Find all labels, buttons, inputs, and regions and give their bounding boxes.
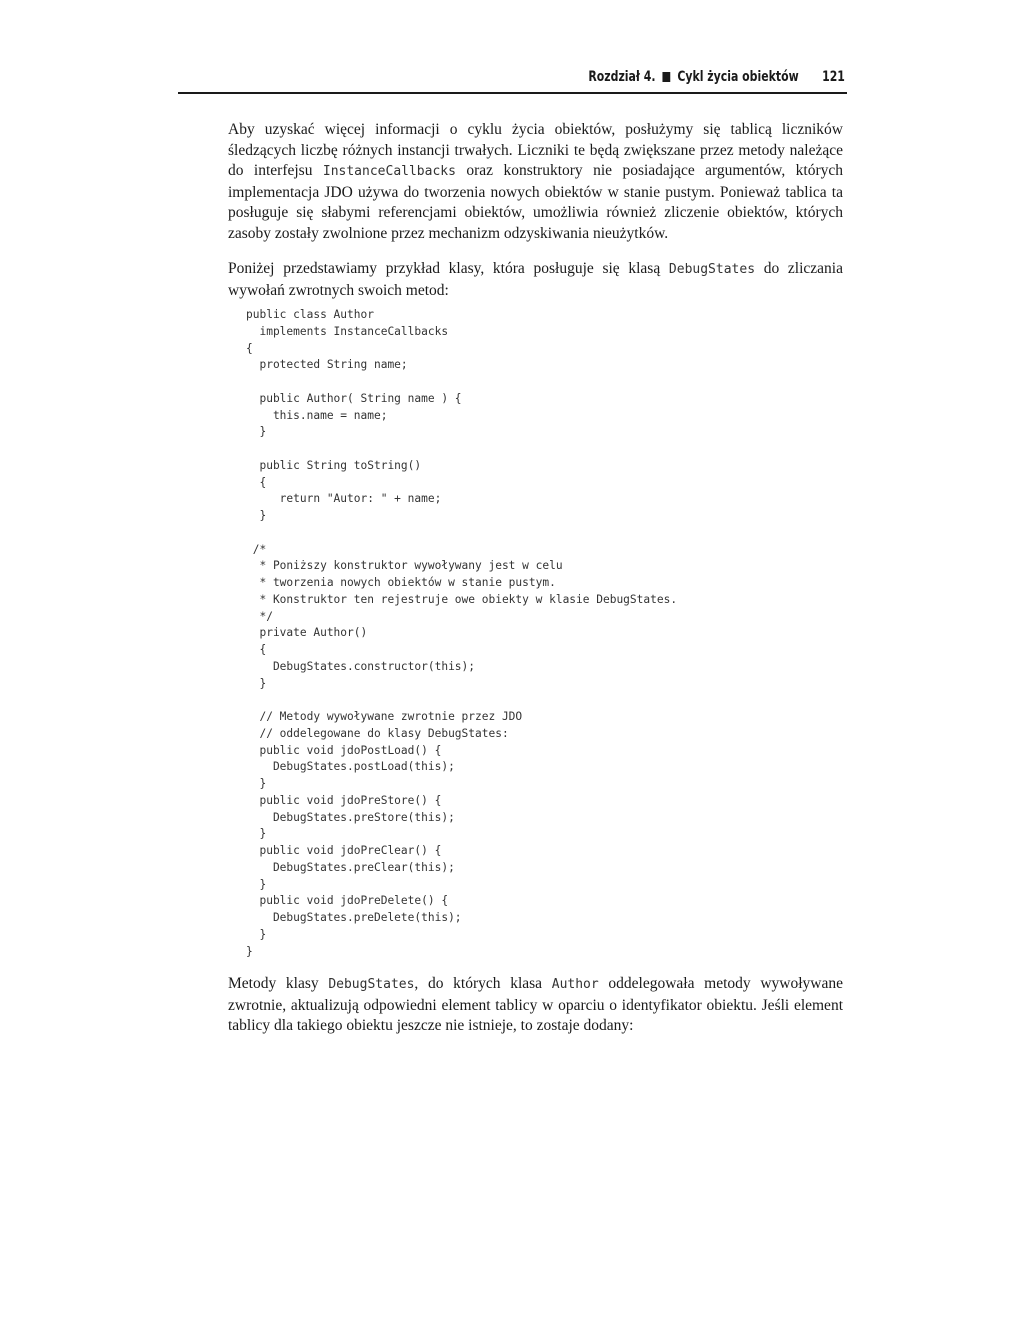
- code-line: DebugStates.preDelete(this);: [246, 911, 462, 924]
- code-line: protected String name;: [246, 358, 408, 372]
- paragraph-intro: [228, 120, 843, 244]
- code-line: }: [246, 509, 267, 522]
- square-bullet-icon: [663, 72, 671, 82]
- code-line: /*: [246, 542, 267, 556]
- code-line: private Author(): [246, 626, 368, 640]
- code-line: public Author( String name ) {: [246, 391, 462, 405]
- inline-code: Author: [551, 977, 599, 993]
- code-line: [246, 374, 843, 391]
- paragraph-text: Metody klasy: [228, 975, 329, 993]
- paragraph-text: Aby uzyskać więcej informacji o cyklu życia obiektów, posłużymy się tablicą liczników śledzących liczbę różnych instancji trwałych. Liczniki te będą zwiększane przez metody należące do interfejsu: [228, 121, 843, 179]
- code-line: public void jdoPreStore() {: [246, 793, 442, 807]
- chapter-label: Rozdział 4.: [588, 69, 656, 85]
- code-line: DebugStates.constructor(this);: [246, 659, 476, 673]
- code-line: }: [246, 676, 267, 690]
- code-line: DebugStates.preStore(this);: [246, 810, 455, 824]
- code-line: public void jdoPreClear() {: [246, 844, 442, 857]
- code-line: [246, 441, 843, 458]
- code-line: DebugStates.postLoad(this);: [246, 760, 455, 774]
- inline-code: DebugStates: [668, 262, 756, 277]
- paragraph-text: , do których klasa: [414, 975, 552, 993]
- code-line: [246, 692, 843, 709]
- code-line: }: [246, 944, 253, 958]
- code-line: public class Author: [246, 308, 374, 321]
- code-line: DebugStates.preClear(this);: [246, 860, 455, 874]
- code-line: {: [246, 643, 267, 656]
- code-line: * tworzenia nowych obiektów w stanie pustym.: [246, 576, 556, 589]
- paragraph-text: Poniżej przedstawiamy przykład klasy, która posługuje się klasą: [228, 260, 669, 277]
- code-line: implements InstanceCallbacks: [246, 324, 449, 338]
- code-line: return "Autor: " + name;: [246, 492, 442, 506]
- paragraph-text: oraz konstruktory nie posiadające argumentów, których implementacja JDO używa do tworzenia nowych obiektów w stanie pustym. Ponieważ tablica ta posługuje się słabymi referencjami obiektów, umożliwia również zliczenie obiektów, których zasoby zostały zwolnione przez mechanizm odzyskiwania nieużytków.: [228, 162, 843, 242]
- page-body: [228, 120, 843, 1052]
- code-line: // Metody wywoływane zwrotnie przez JDO: [246, 710, 523, 723]
- code-line: }: [246, 877, 267, 891]
- code-line: }: [246, 827, 267, 841]
- code-line: }: [246, 425, 267, 439]
- chapter-title: Cykl życia obiektów: [677, 69, 799, 85]
- code-line: public void jdoPostLoad() {: [246, 743, 442, 757]
- paragraph-text: oddelegowała metody wywoływane zwrotnie, aktualizują odpowiedni element tablicy w oparciu o identyfikator obiektu. Jeśli element tablicy dla takiego obiektu jeszcze nie istnieje, to zostaje dodany:: [228, 975, 844, 1035]
- code-line: // oddelegowane do klasy DebugStates:: [246, 726, 509, 740]
- paragraph-text: do zliczania wywołań zwrotnych swoich metod:: [228, 260, 843, 299]
- code-line: public void jdoPreDelete() {: [246, 894, 449, 908]
- code-line: {: [246, 341, 253, 355]
- code-line: * Konstruktor ten rejestruje owe obiekty w klasie DebugStates.: [246, 592, 678, 606]
- code-line: }: [246, 777, 267, 790]
- code-listing: [246, 307, 843, 960]
- inline-code: DebugStates: [328, 977, 415, 993]
- code-line: * Poniższy konstruktor wywoływany jest w celu: [246, 559, 563, 573]
- code-line: public String toString(): [246, 458, 422, 472]
- code-line: }: [246, 927, 267, 941]
- page-number: 121: [822, 69, 845, 85]
- inline-code: InstanceCallbacks: [322, 164, 456, 179]
- code-line: this.name = name;: [246, 408, 388, 422]
- code-line: */: [246, 609, 273, 623]
- running-header-text: [588, 69, 845, 85]
- running-header: [178, 64, 847, 94]
- paragraph-conclusion: [228, 974, 843, 1037]
- paragraph-example-intro: [228, 259, 843, 301]
- code-line: [246, 525, 843, 542]
- code-line: {: [246, 475, 267, 489]
